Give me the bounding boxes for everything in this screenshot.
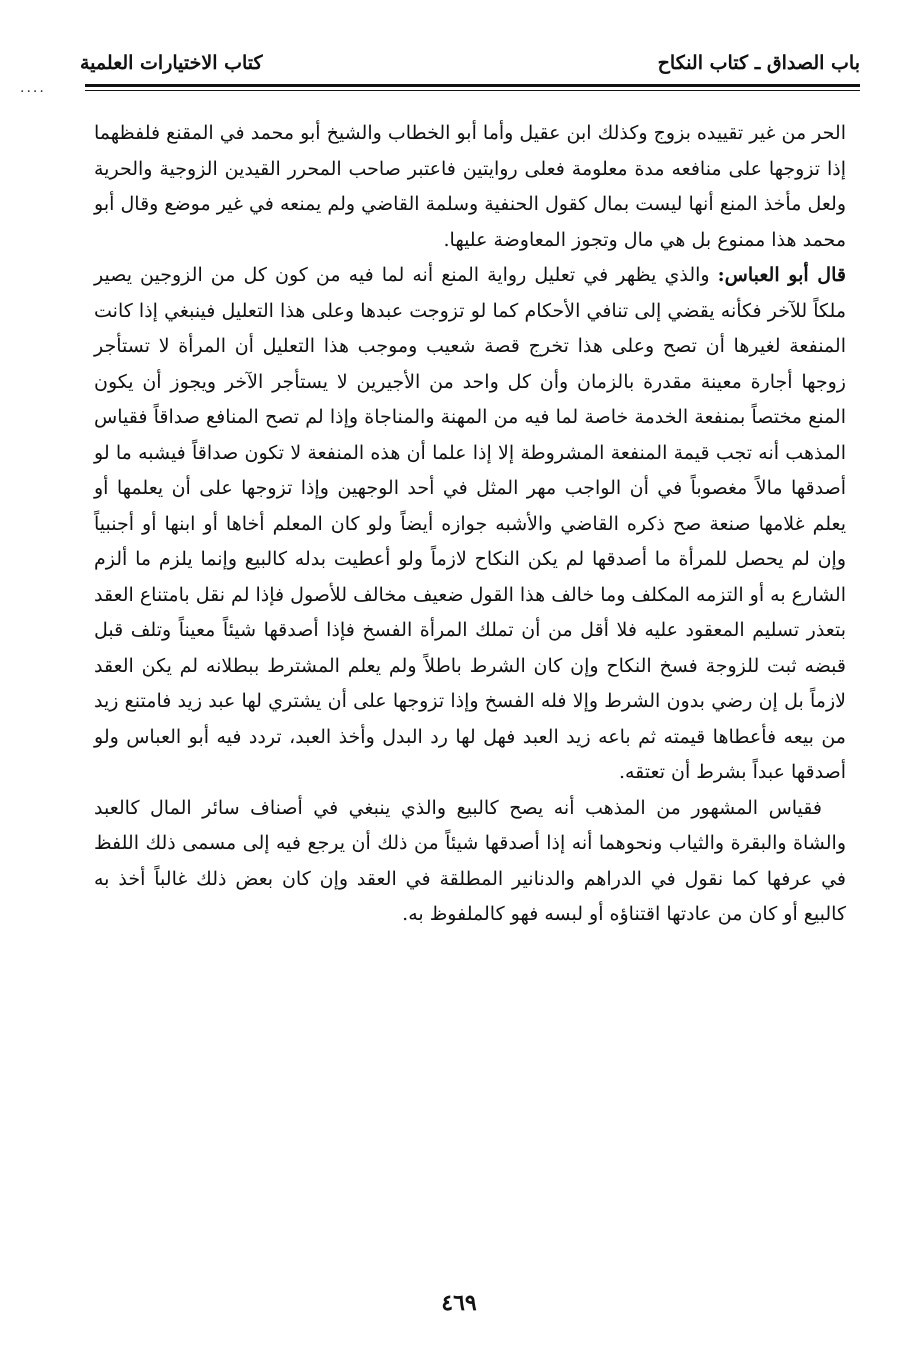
ornament-dots: .... [20,80,46,96]
paragraph-text: الحر من غير تقييده بزوج وكذلك ابن عقيل وأما أبو الخطاب والشيخ أبو محمد في المقنع فلفظهما إذا تزوجها على منافعه مدة معلومة فعلى روايتين فاعتبر صاحب المحرر القيدين الزوجية والحرية ولعل مأخذ المنع أنها ليست بمال كقول الحنفية وسلمة القاضي ولم يمنعه في غير موضع وقال أبو محمد هذا ممنوع بل هي مال وتجوز المعاوضة عليها. [94,122,846,251]
header-rule-thin [85,90,860,91]
paragraph-lead: قال أبو العباس: [717,264,846,286]
book-title: كتاب الاختيارات العلمية [80,52,263,74]
page-number: ٤٦٩ [441,1290,477,1316]
paragraph-abu-al-abbas [94,258,846,791]
paragraph-text: والذي يظهر في تعليل رواية المنع أنه لما فيه من كون كل من الزوجين يصير ملكاً للآخر فكأنه يقضي إلى تنافي الأحكام كما لو تزوجت عبدها وعلى هذا التعليل فينبغي إذا كانت المنفعة لغيرها أن تصح وعلى هذا تخرج قصة شعيب وموجب هذا التعليل أن المرأة لا تستأجر زوجها أجارة معينة مقدرة بالزمان وأن كل واحد من الأجيرين لا يستأجر الآخر ويجوز أن يكون المنع مختصاً بمنفعة الخدمة خاصة لما فيه من المهنة والمناجاة وإذا لم تصح المنافع صداقاً فقياس المذهب أنه تجب قيمة المنفعة المشروطة إلا إذا علما أن هذه المنفعة لا تكون صداقاً فيشبه ما لو أصدقها مالاً مغصوباً في أن الواجب مهر المثل في أحد الوجهين وإذا تزوجها على أن يعلمها أو يعلم غلامها صنعة صح ذكره القاضي والأشبه جوازه أيضاً ولو كان المعلم أخاها أو ابنها أو أجنبياً وإن لم يحصل للمرأة ما أصدقها لم يكن النكاح لازماً ولو أعطيت بدله كالبيع وإنما يلزم ما ألزم الشارع به أو التزمه المكلف وما خالف هذا القول ضعيف مخالف للأصول فإذا لم نقل بامتناع العقد بتعذر تسليم المعقود عليه فلا أقل من أن تملك المرأة الفسخ فإذا أصدقها شيئاً معيناً وتلف قبل قبضه ثبت للزوجة فسخ النكاح وإن كان الشرط باطلاً ولم يعلم المشترط ببطلانه لم يكن العقد لازماً بل إن رضي بدون الشرط وإلا فله الفسخ وإذا تزوجها على أن يشتري لها عبد زيد فامتنع زيد من بيعه فأعطاها قيمته ثم باعه زيد العبد فهل لها رد البدل وأخذ العبد، تردد فيه أبو العباس ولو أصدقها عبداً بشرط أن تعتقه. [93,264,846,783]
header-rule-thick [85,84,860,87]
paragraph-qiyas [94,791,846,933]
running-header [80,50,860,84]
chapter-title: باب الصداق ـ كتاب النكاح [657,52,860,74]
paragraph-text: فقياس المشهور من المذهب أنه يصح كالبيع والذي ينبغي في أصناف سائر المال كالعبد والشاة والبقرة والثياب ونحوهما أنه إذا أصدقها شيئاً من ذلك أن يرجع فيه إلى مسمى ذلك اللفظ في عرفها كما نقول في الدراهم والدنانير المطلقة في العقد وإن كان بعض ذلك غالباً أخذ به كالبيع أو كان من عادتها اقتناؤه أو لبسه فهو كالملفوظ به. [94,796,846,925]
paragraph-continuation [94,116,846,258]
page-body [94,116,846,933]
